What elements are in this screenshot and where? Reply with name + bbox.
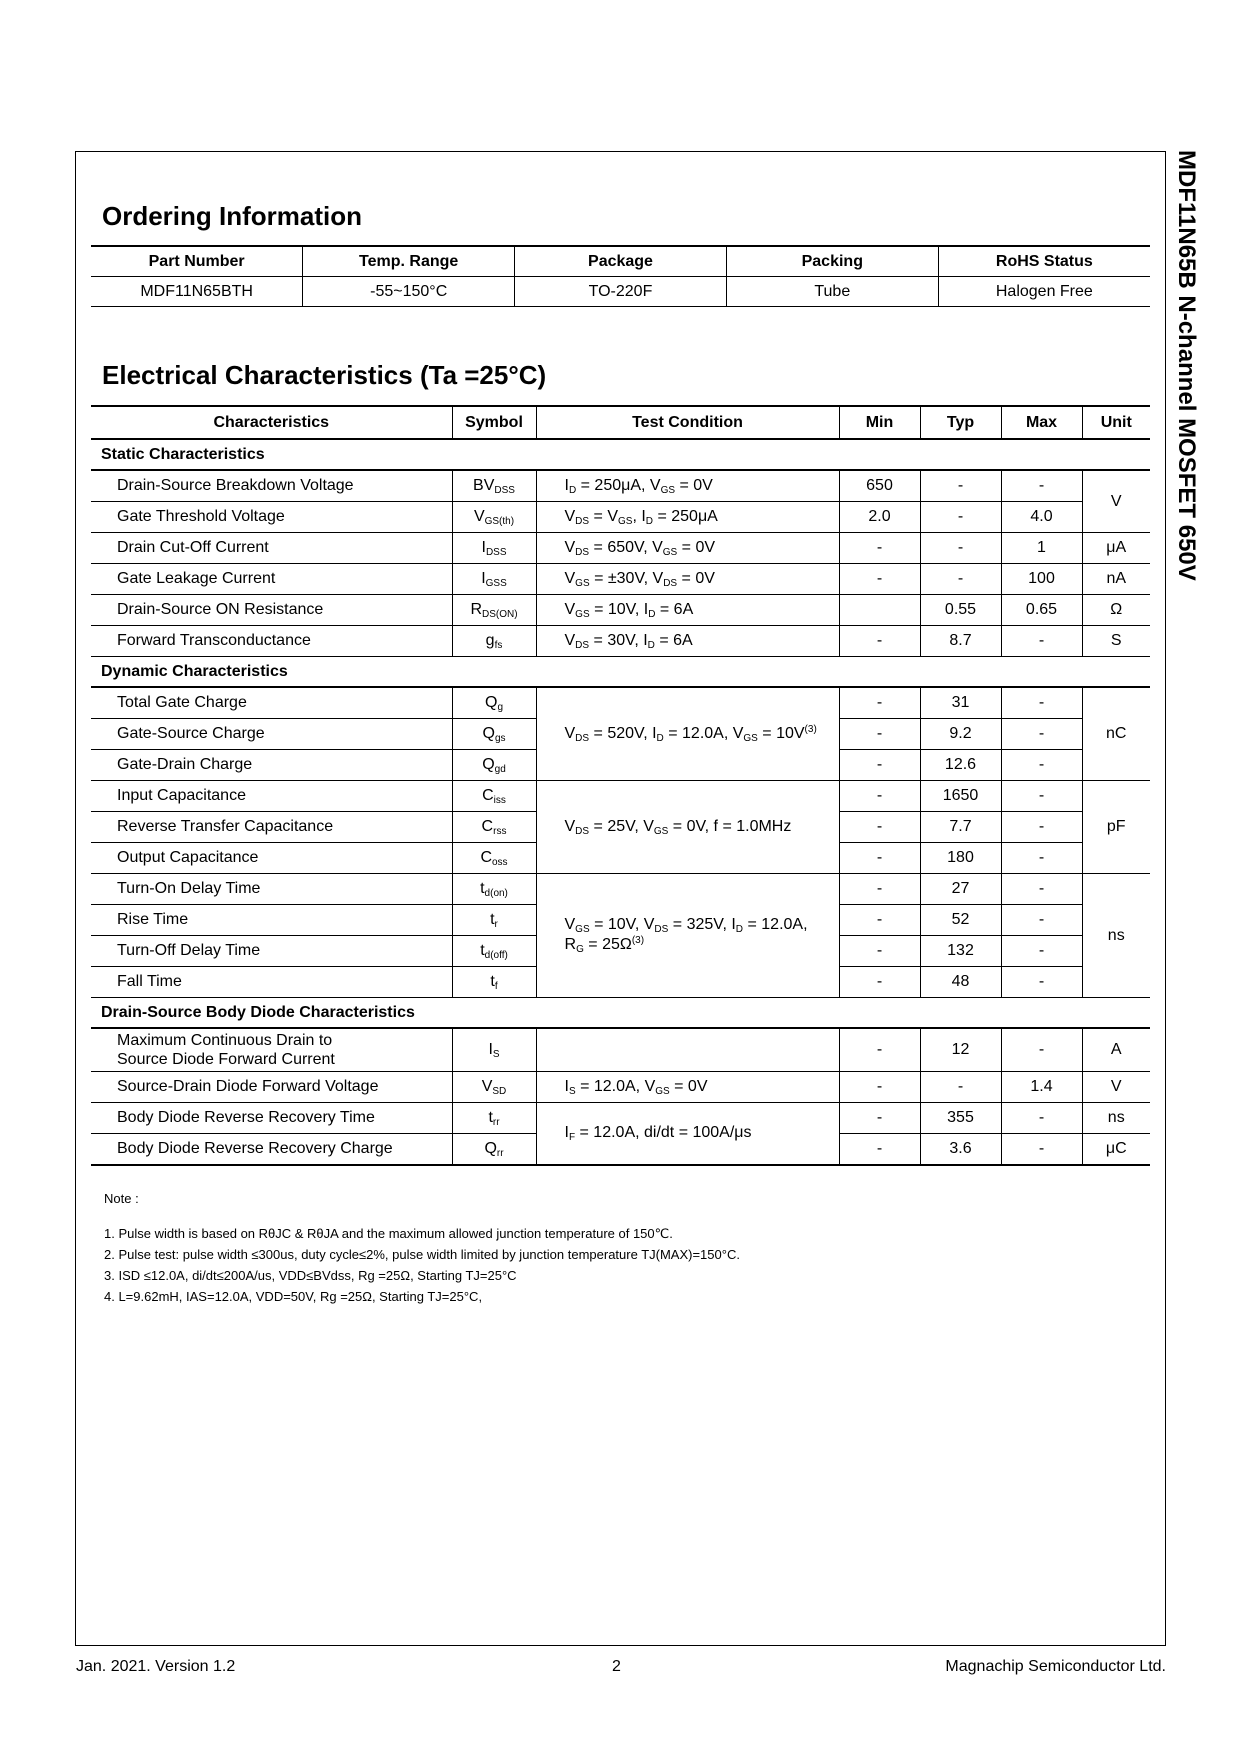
test-condition: $V_{GS} = 10V$, $V_{DS} = 325V$, $I_D = 12.0A$, $R_G = 25\Omega^{(3)}$: [536, 874, 839, 998]
min-value: -: [839, 812, 920, 843]
typ-value: -: [920, 564, 1001, 595]
cell-packing: Tube: [726, 277, 938, 307]
typ-value: -: [920, 470, 1001, 502]
ordering-table: [91, 245, 1150, 307]
unit-value: ns: [1082, 874, 1150, 998]
typ-value: 180: [920, 843, 1001, 874]
cell-part-number: MDF11N65BTH: [91, 277, 303, 307]
footer-page-number: 2: [612, 1658, 621, 1675]
param-symbol: $Q_{gs}$: [452, 719, 536, 750]
typ-value: -: [920, 533, 1001, 564]
side-title: [1172, 150, 1202, 610]
max-value: 4.0: [1001, 502, 1082, 533]
col-test-condition: Test Condition: [536, 406, 839, 439]
note-1: 1. Pulse width is based on RθJC & RθJA and the maximum allowed junction temperature of 150℃.: [104, 1226, 673, 1241]
unit-value: V: [1082, 1072, 1150, 1103]
table-row: [91, 1072, 1150, 1103]
cell-temp-range: -55~150°C: [303, 277, 515, 307]
test-condition: $V_{GS} = \pm 30V$, $V_{DS} = 0V$: [536, 564, 839, 595]
typ-value: 8.7: [920, 626, 1001, 657]
max-value: -: [1001, 843, 1082, 874]
ordering-header-row: [91, 246, 1150, 277]
typ-value: 12: [920, 1028, 1001, 1072]
unit-value: nC: [1082, 687, 1150, 781]
min-value: -: [839, 626, 920, 657]
table-row: [91, 687, 1150, 719]
param-name: Maximum Continuous Drain to Source Diode Forward Current: [91, 1028, 452, 1072]
table-row: [91, 874, 1150, 905]
col-temp-range: Temp. Range: [303, 246, 515, 277]
param-name: Body Diode Reverse Recovery Charge: [91, 1134, 452, 1166]
table-row: [91, 470, 1150, 502]
col-unit: Unit: [1082, 406, 1150, 439]
typ-value: 3.6: [920, 1134, 1001, 1166]
param-name: Turn-On Delay Time: [91, 874, 452, 905]
notes: [104, 1188, 740, 1307]
ordering-heading: Ordering Information: [102, 201, 362, 231]
param-name: Gate Leakage Current: [91, 564, 452, 595]
min-value: -: [839, 781, 920, 812]
typ-value: 48: [920, 967, 1001, 998]
unit-value: Ω: [1082, 595, 1150, 626]
param-symbol: $Q_g$: [452, 687, 536, 719]
electrical-heading: Electrical Characteristics (Ta =25°C): [102, 360, 547, 390]
param-symbol: $t_{rr}$: [452, 1103, 536, 1134]
typ-value: 27: [920, 874, 1001, 905]
max-value: -: [1001, 936, 1082, 967]
footer-version: Jan. 2021. Version 1.2: [76, 1658, 236, 1675]
test-condition: $I_S = 12.0A$, $V_{GS} = 0V$: [536, 1072, 839, 1103]
section-dynamic-label: Dynamic Characteristics: [91, 657, 1150, 688]
note-3: 3. ISD ≤12.0A, di/dt≤200A/us, VDD≤BVdss, Rg =25Ω, Starting TJ=25°C: [104, 1268, 517, 1283]
cell-rohs-status: Halogen Free: [938, 277, 1150, 307]
min-value: -: [839, 1134, 920, 1166]
param-symbol: $C_{oss}$: [452, 843, 536, 874]
param-symbol: $t_r$: [452, 905, 536, 936]
param-name: Gate-Source Charge: [91, 719, 452, 750]
unit-value: S: [1082, 626, 1150, 657]
param-name: Forward Transconductance: [91, 626, 452, 657]
typ-value: 132: [920, 936, 1001, 967]
min-value: -: [839, 967, 920, 998]
param-name: Input Capacitance: [91, 781, 452, 812]
table-row: [91, 1103, 1150, 1134]
section-diode-label: Drain-Source Body Diode Characteristics: [91, 998, 1150, 1029]
typ-value: 9.2: [920, 719, 1001, 750]
test-condition: $I_D = 250\mu A$, $V_{GS} = 0V$: [536, 470, 839, 502]
electrical-table: [91, 405, 1150, 1166]
min-value: 2.0: [839, 502, 920, 533]
param-name: Body Diode Reverse Recovery Time: [91, 1103, 452, 1134]
param-name: Total Gate Charge: [91, 687, 452, 719]
param-symbol: $Q_{gd}$: [452, 750, 536, 781]
param-name: Gate-Drain Charge: [91, 750, 452, 781]
unit-value: V: [1082, 470, 1150, 533]
param-name: Drain-Source ON Resistance: [91, 595, 452, 626]
max-value: -: [1001, 812, 1082, 843]
param-name: Reverse Transfer Capacitance: [91, 812, 452, 843]
param-symbol: $C_{rss}$: [452, 812, 536, 843]
param-name: Drain Cut-Off Current: [91, 533, 452, 564]
typ-value: 0.55: [920, 595, 1001, 626]
footer-company: Magnachip Semiconductor Ltd.: [945, 1658, 1166, 1675]
min-value: -: [839, 1103, 920, 1134]
typ-value: 12.6: [920, 750, 1001, 781]
col-max: Max: [1001, 406, 1082, 439]
param-name: Fall Time: [91, 967, 452, 998]
note-4: 4. L=9.62mH, IAS=12.0A, VDD=50V, Rg =25Ω, Starting TJ=25°C,: [104, 1289, 483, 1304]
side-title-text: MDF11N65B N-channel MOSFET 650V: [1173, 150, 1200, 581]
max-value: 1.4: [1001, 1072, 1082, 1103]
typ-value: -: [920, 1072, 1001, 1103]
table-row: [91, 502, 1150, 533]
min-value: -: [839, 564, 920, 595]
table-row: [91, 533, 1150, 564]
param-symbol: $R_{DS(ON)}$: [452, 595, 536, 626]
max-value: -: [1001, 967, 1082, 998]
col-symbol: Symbol: [452, 406, 536, 439]
max-value: -: [1001, 1103, 1082, 1134]
param-name: Gate Threshold Voltage: [91, 502, 452, 533]
section-dynamic: [91, 657, 1150, 688]
max-value: -: [1001, 750, 1082, 781]
cell-package: TO-220F: [515, 277, 727, 307]
section-static-label: Static Characteristics: [91, 439, 1150, 470]
param-symbol: $t_f$: [452, 967, 536, 998]
min-value: -: [839, 1028, 920, 1072]
test-condition: $V_{DS} = 520V$, $I_D = 12.0A$, $V_{GS} = 10V^{(3)}$: [536, 687, 839, 781]
min-value: -: [839, 750, 920, 781]
col-characteristics: Characteristics: [91, 406, 452, 439]
unit-value: A: [1082, 1028, 1150, 1072]
param-symbol: $I_{DSS}$: [452, 533, 536, 564]
min-value: -: [839, 719, 920, 750]
param-symbol: $g_{fs}$: [452, 626, 536, 657]
table-row: [91, 595, 1150, 626]
typ-value: -: [920, 502, 1001, 533]
min-value: [839, 595, 920, 626]
col-part-number: Part Number: [91, 246, 303, 277]
max-value: 1: [1001, 533, 1082, 564]
col-package: Package: [515, 246, 727, 277]
param-name: Turn-Off Delay Time: [91, 936, 452, 967]
min-value: -: [839, 533, 920, 564]
test-condition: $I_F = 12.0A$, di/dt = 100A/μs: [536, 1103, 839, 1166]
test-condition: $V_{DS} = V_{GS}$, $I_D = 250\mu A$: [536, 502, 839, 533]
notes-heading: Note :: [104, 1191, 139, 1206]
max-value: -: [1001, 470, 1082, 502]
param-symbol: $V_{GS(th)}$: [452, 502, 536, 533]
min-value: -: [839, 1072, 920, 1103]
max-value: -: [1001, 687, 1082, 719]
table-row: [91, 564, 1150, 595]
col-typ: Typ: [920, 406, 1001, 439]
col-min: Min: [839, 406, 920, 439]
section-diode: [91, 998, 1150, 1029]
max-value: -: [1001, 1134, 1082, 1166]
table-row: [91, 781, 1150, 812]
min-value: -: [839, 874, 920, 905]
param-symbol: $BV_{DSS}$: [452, 470, 536, 502]
min-value: -: [839, 905, 920, 936]
typ-value: 1650: [920, 781, 1001, 812]
max-value: -: [1001, 874, 1082, 905]
min-value: -: [839, 936, 920, 967]
ordering-row: [91, 277, 1150, 307]
test-condition: [536, 1028, 839, 1072]
electrical-header-row: [91, 406, 1150, 439]
param-symbol: $I_{GSS}$: [452, 564, 536, 595]
typ-value: 31: [920, 687, 1001, 719]
max-value: 0.65: [1001, 595, 1082, 626]
unit-value: μC: [1082, 1134, 1150, 1166]
typ-value: 7.7: [920, 812, 1001, 843]
min-value: 650: [839, 470, 920, 502]
max-value: -: [1001, 626, 1082, 657]
param-name: Source-Drain Diode Forward Voltage: [91, 1072, 452, 1103]
max-value: -: [1001, 1028, 1082, 1072]
note-2: 2. Pulse test: pulse width ≤300us, duty cycle≤2%, pulse width limited by junction temperature TJ(MAX)=150°C.: [104, 1247, 740, 1262]
test-condition: $V_{GS} = 10V$, $I_D = 6A$: [536, 595, 839, 626]
param-symbol: $t_{d(on)}$: [452, 874, 536, 905]
test-condition: $V_{DS} = 30V$, $I_D = 6A$: [536, 626, 839, 657]
unit-value: nA: [1082, 564, 1150, 595]
test-condition: $V_{DS} = 650V$, $V_{GS} = 0V$: [536, 533, 839, 564]
param-name: Output Capacitance: [91, 843, 452, 874]
max-value: -: [1001, 905, 1082, 936]
max-value: 100: [1001, 564, 1082, 595]
max-value: -: [1001, 719, 1082, 750]
unit-value: μA: [1082, 533, 1150, 564]
page-frame-bottom: [75, 1645, 1166, 1646]
unit-value: pF: [1082, 781, 1150, 874]
max-value: -: [1001, 781, 1082, 812]
param-symbol: $Q_{rr}$: [452, 1134, 536, 1166]
table-row: [91, 1028, 1150, 1072]
min-value: -: [839, 687, 920, 719]
typ-value: 52: [920, 905, 1001, 936]
param-symbol: $t_{d(off)}$: [452, 936, 536, 967]
param-name: Drain-Source Breakdown Voltage: [91, 470, 452, 502]
test-condition: $V_{DS} = 25V$, $V_{GS} = 0V$, f = 1.0MHz: [536, 781, 839, 874]
param-symbol: $I_S$: [452, 1028, 536, 1072]
param-symbol: $C_{iss}$: [452, 781, 536, 812]
col-packing: Packing: [726, 246, 938, 277]
typ-value: 355: [920, 1103, 1001, 1134]
unit-value: ns: [1082, 1103, 1150, 1134]
table-row: [91, 626, 1150, 657]
param-name: Rise Time: [91, 905, 452, 936]
param-symbol: $V_{SD}$: [452, 1072, 536, 1103]
min-value: -: [839, 843, 920, 874]
col-rohs-status: RoHS Status: [938, 246, 1150, 277]
section-static: [91, 439, 1150, 470]
